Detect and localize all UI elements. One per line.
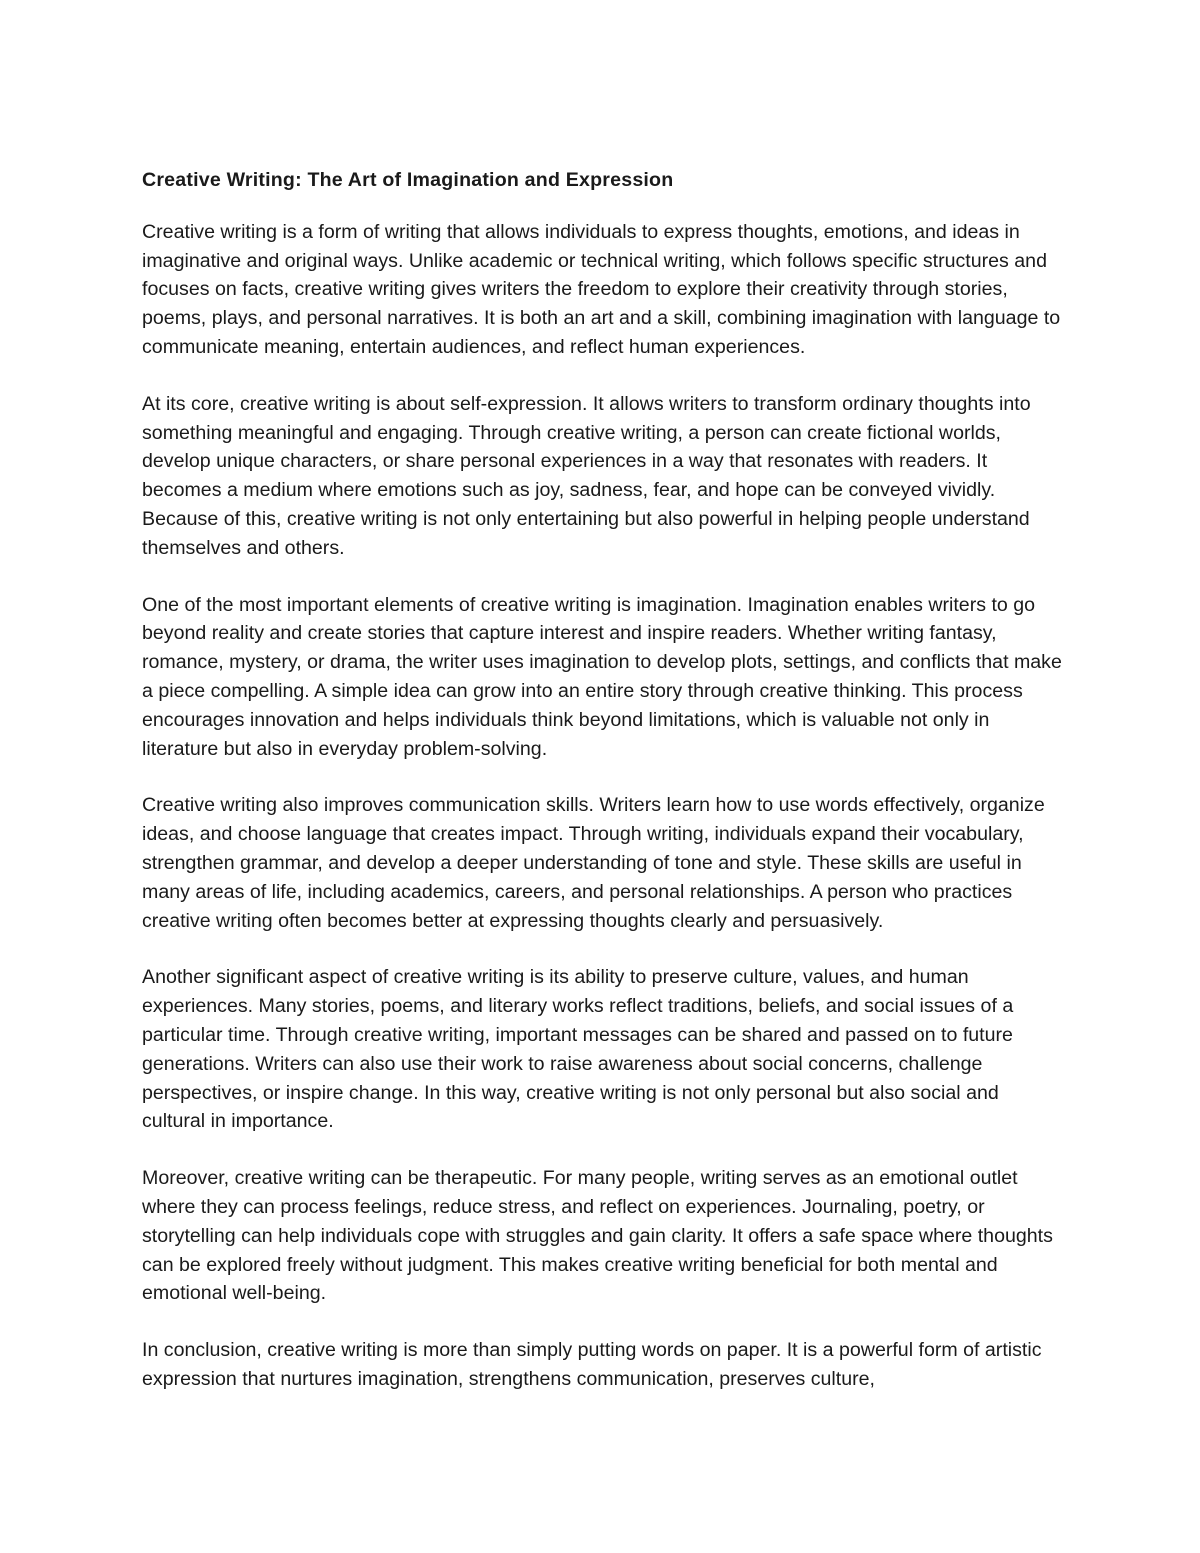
paragraph-communication: Creative writing also improves communication skills. Writers learn how to use words effectively, organize ideas, and choose language that creates impact. Through writing, individuals expand their vocabulary, strengthen grammar, and develop a deeper understanding of tone and style. These skills are useful in many areas of life, including academics, careers, and personal relationships. A person who practices creative writing often becomes better at expressing thoughts clearly and persuasively. <box>142 794 1045 932</box>
paragraph-intro: Creative writing is a form of writing that allows individuals to express thoughts, emotions, and ideas in imaginative and original ways. Unlike academic or technical writing, which follows specific structures and focuses on facts, creative writing gives writers the freedom to explore their creativity through stories, poems, plays, and personal narratives. It is both an art and a skill, combining imagination with language to communicate meaning, entertain audiences, and reflect human experiences. <box>142 220 1061 358</box>
document-title: Creative Writing: The Art of Imagination and Expression <box>142 169 674 191</box>
paragraph-culture: Another significant aspect of creative writing is its ability to preserve culture, values, and human experiences. Many stories, poems, and literary works reflect traditions, beliefs, and social issues of a particular time. Through creative writing, important messages can be shared and passed on to future generations. Writers can also use their work to raise awareness about social concerns, challenge perspectives, or inspire change. In this way, creative writing is not only personal but also social and cultural in importance. <box>142 966 1014 1133</box>
paragraph-self-expression: At its core, creative writing is about self-expression. It allows writers to transform ordinary thoughts into something meaningful and engaging. Through creative writing, a person can create fictional worlds, develop unique characters, or share personal experiences in a way that resonates with readers. It becomes a medium where emotions such as joy, sadness, fear, and hope can be conveyed vividly. Because of this, creative writing is not only entertaining but also powerful in helping people understand themselves and others. <box>142 392 1031 559</box>
paragraph-imagination: One of the most important elements of creative writing is imagination. Imagination enables writers to go beyond reality and create stories that capture interest and inspire readers. Whether writing fantasy, romance, mystery, or drama, the writer uses imagination to develop plots, settings, and conflicts that make a piece compelling. A simple idea can grow into an entire story through creative thinking. This process encourages innovation and helps individuals think beyond limitations, which is valuable not only in literature but also in everyday problem-solving. <box>142 593 1062 760</box>
document-body <box>142 166 1062 1422</box>
paragraph-therapeutic: Moreover, creative writing can be therapeutic. For many people, writing serves as an emotional outlet where they can process feelings, reduce stress, and reflect on experiences. Journaling, poetry, or storytelling can help individuals cope with struggles and gain clarity. It offers a safe space where thoughts can be explored freely without judgment. This makes creative writing beneficial for both mental and emotional well-being. <box>142 1167 1053 1305</box>
paragraph-conclusion: In conclusion, creative writing is more than simply putting words on paper. It is a powerful form of artistic expression that nurtures imagination, strengthens communication, preserves culture, <box>142 1339 1042 1390</box>
